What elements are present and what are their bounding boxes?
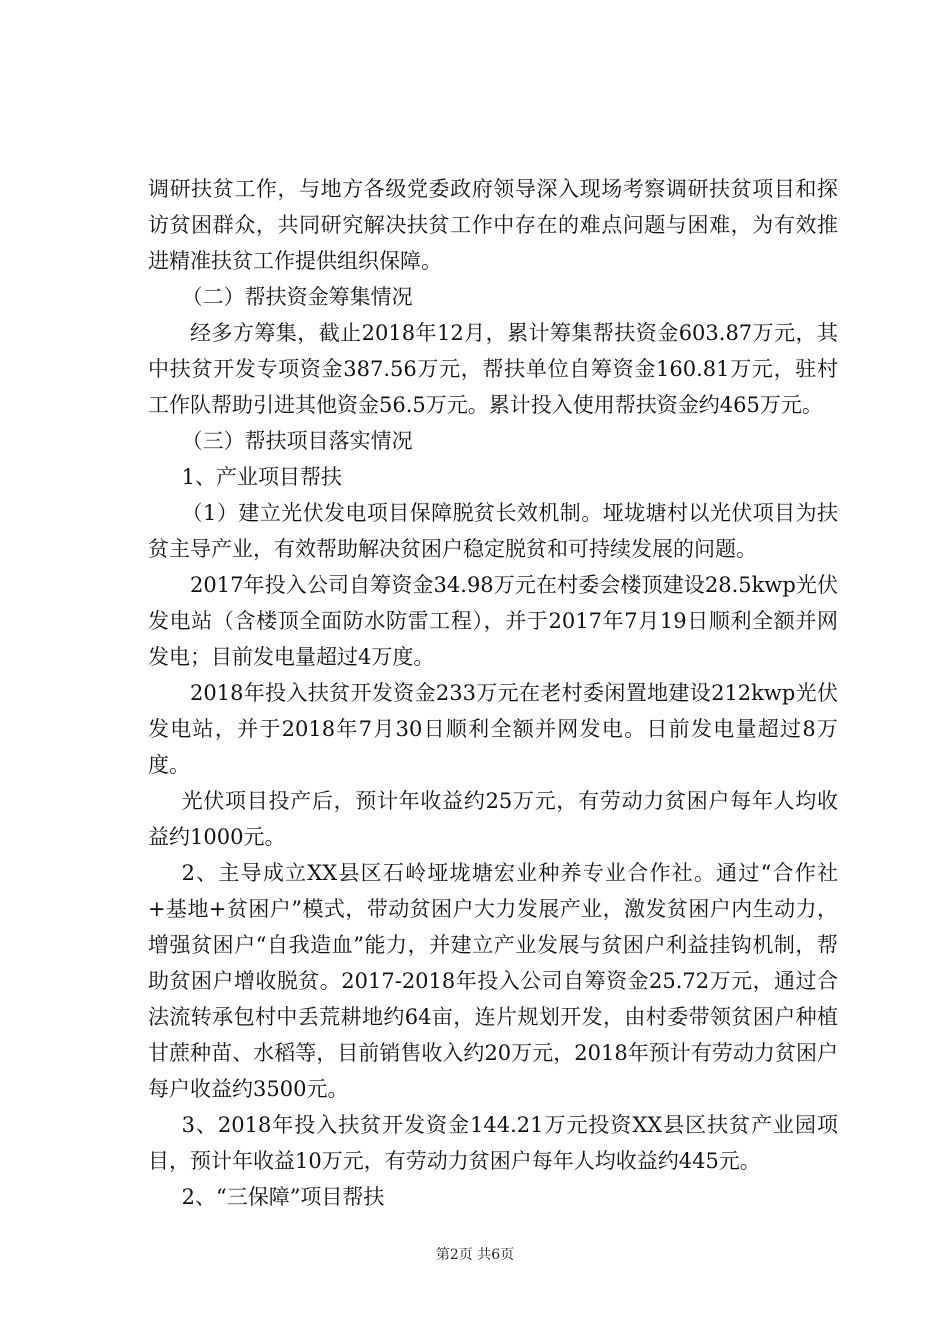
paragraph: 光伏项目投产后，预计年收益约25万元，有劳动力贫困户每年人均收益约1000元。 bbox=[148, 789, 838, 849]
document-body bbox=[148, 171, 838, 1215]
section-heading: （二）帮扶资金筹集情况 bbox=[181, 285, 413, 309]
paragraph: 经多方筹集，截止2018年12月，累计筹集帮扶资金603.87万元，其中扶贫开发专项资金387.56万元，帮扶单位自筹资金160.81万元，驻村工作队帮助引进其他资金56.5万元。累计投入使用帮扶资金约465万元。 bbox=[148, 321, 838, 417]
subsection-heading: 1、产业项目帮扶 bbox=[181, 465, 342, 489]
section-heading: （三）帮扶项目落实情况 bbox=[181, 429, 413, 453]
paragraph: （1）建立光伏发电项目保障脱贫长效机制。垭垅塘村以光伏项目为扶贫主导产业，有效帮助解决贫困户稳定脱贫和可持续发展的问题。 bbox=[148, 501, 838, 561]
paragraph: 调研扶贫工作，与地方各级党委政府领导深入现场考察调研扶贫项目和探访贫困群众，共同研究解决扶贫工作中存在的难点问题与困难，为有效推进精准扶贫工作提供组织保障。 bbox=[148, 177, 838, 273]
paragraph: 2017年投入公司自筹资金34.98万元在村委会楼顶建设28.5kwp光伏发电站（含楼顶全面防水防雷工程），并于2017年7月19日顺利全额并网发电；目前发电量超过4万度。 bbox=[148, 573, 838, 669]
paragraph: 2018年投入扶贫开发资金233万元在老村委闲置地建设212kwp光伏发电站，并于2018年7月30日顺利全额并网发电。日前发电量超过8万度。 bbox=[148, 681, 838, 777]
paragraph: 3、2018年投入扶贫开发资金144.21万元投资XX县区扶贫产业园项目，预计年收益10万元，有劳动力贫困户每年人均收益约445元。 bbox=[148, 1113, 838, 1173]
paragraph: 2、主导成立XX县区石岭垭垅塘宏业种养专业合作社。通过“合作社+基地+贫困户”模式，带动贫困户大力发展产业，激发贫困户内生动力，增强贫困户“自我造血”能力，并建立产业发展与贫困户利益挂钩机制，帮助贫困户增收脱贫。2017-2018年投入公司自筹资金25.72万元，通过合法流转承包村中丢荒耕地约64亩，连片规划开发，由村委带领贫困户种植甘蔗种苗、水稻等，目前销售收入约20万元，2018年预计有劳动力贫困户每户收益约3500元。 bbox=[148, 861, 838, 1101]
page-number: 第2页 共6页 bbox=[435, 1247, 515, 1263]
subsection-heading: 2、“三保障”项目帮扶 bbox=[181, 1185, 385, 1209]
